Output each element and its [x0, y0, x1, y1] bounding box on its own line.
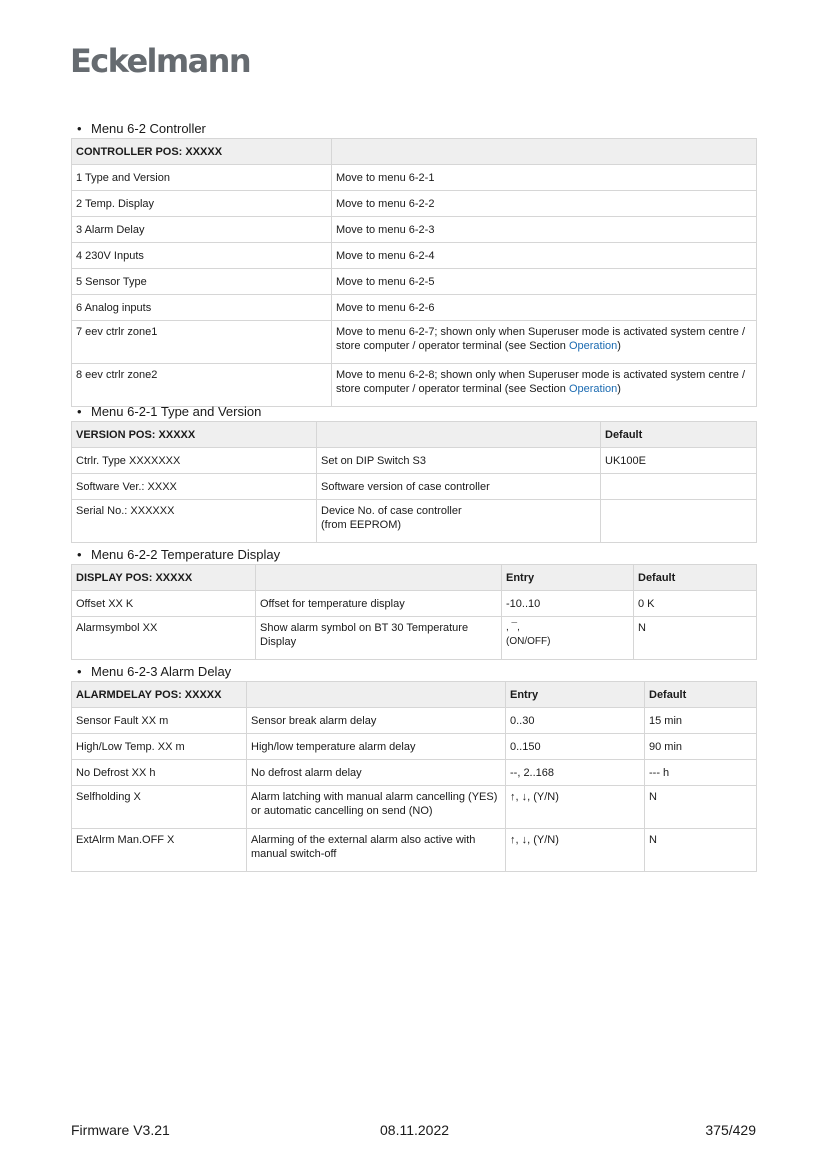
table-row — [72, 217, 757, 243]
table-cell: 1 Type and Version — [72, 165, 332, 191]
table-header-row — [72, 139, 757, 165]
header-cell — [247, 682, 506, 708]
section-title: Menu 6-2 Controller — [91, 121, 206, 136]
table-cell: Device No. of case controller (from EEPROM) — [317, 500, 601, 543]
section-heading: • Menu 6-2-3 Alarm Delay — [77, 664, 232, 679]
header-cell: VERSION POS: XXXXX — [72, 422, 317, 448]
table-cell: 0..30 — [506, 708, 645, 734]
table-row — [72, 708, 757, 734]
table-cell: Show alarm symbol on BT 30 Temperature Display — [256, 617, 502, 660]
table-cell: Ctrlr. Type XXXXXXX — [72, 448, 317, 474]
temperature-display-table — [71, 564, 757, 660]
table-cell: ExtAlrm Man.OFF X — [72, 829, 247, 872]
table-cell: ↑, ↓, (Y/N) — [506, 829, 645, 872]
table-cell: High/Low Temp. XX m — [72, 734, 247, 760]
table-cell: Offset for temperature display — [256, 591, 502, 617]
table-cell: Software version of case controller — [317, 474, 601, 500]
table-cell: --- h — [645, 760, 757, 786]
header-cell — [256, 565, 502, 591]
table-cell: Alarm latching with manual alarm cancelling (YES) or automatic cancelling on send (NO) — [247, 786, 506, 829]
table-header-row — [72, 682, 757, 708]
cell-text: ) — [617, 340, 621, 352]
table-cell: Serial No.: XXXXXX — [72, 500, 317, 543]
table-cell: --, 2..168 — [506, 760, 645, 786]
table-row — [72, 321, 757, 364]
header-cell: ALARMDELAY POS: XXXXX — [72, 682, 247, 708]
table-cell: 6 Analog inputs — [72, 295, 332, 321]
section-menu-6-2-2 — [71, 545, 756, 660]
section-title: Menu 6-2-2 Temperature Display — [91, 547, 281, 562]
section-heading: • Menu 6-2-2 Temperature Display — [77, 547, 281, 562]
header-cell: Entry — [502, 565, 634, 591]
table-cell: ↑, ↓, (Y/N) — [506, 786, 645, 829]
table-cell: 4 230V Inputs — [72, 243, 332, 269]
header-cell: Entry — [506, 682, 645, 708]
table-row — [72, 829, 757, 872]
table-cell — [601, 474, 757, 500]
table-row — [72, 760, 757, 786]
cell-text: Move to menu 6-2-8; shown only when Superuser mode is activated system centre / store computer / operator terminal (see Section — [336, 369, 746, 395]
table-cell: 7 eev ctrlr zone1 — [72, 321, 332, 364]
table-cell — [332, 364, 757, 407]
table-cell: Move to menu 6-2-6 — [332, 295, 757, 321]
table-cell: UK100E — [601, 448, 757, 474]
table-cell: Move to menu 6-2-1 — [332, 165, 757, 191]
footer-date: 08.11.2022 — [380, 1122, 450, 1138]
section-title: Menu 6-2-1 Type and Version — [91, 404, 262, 419]
header-cell: Default — [601, 422, 757, 448]
header-cell: CONTROLLER POS: XXXXX — [72, 139, 332, 165]
table-cell: Set on DIP Switch S3 — [317, 448, 601, 474]
table-cell: 15 min — [645, 708, 757, 734]
section-menu-6-2-1 — [71, 402, 756, 543]
table-cell: N — [645, 786, 757, 829]
table-row — [72, 734, 757, 760]
table-cell — [601, 500, 757, 543]
table-row — [72, 474, 757, 500]
cell-text: Move to menu 6-2-7; shown only when Superuser mode is activated system centre / store computer / operator terminal (see Section — [336, 326, 746, 352]
table-row — [72, 269, 757, 295]
table-cell: N — [634, 617, 757, 660]
section-menu-6-2-3 — [71, 662, 756, 872]
table-cell: No defrost alarm delay — [247, 760, 506, 786]
table-cell: Software Ver.: XXXX — [72, 474, 317, 500]
table-cell: 0 K — [634, 591, 757, 617]
header-cell: DISPLAY POS: XXXXX — [72, 565, 256, 591]
table-cell: -10..10 — [502, 591, 634, 617]
table-row — [72, 448, 757, 474]
table-cell: Sensor Fault XX m — [72, 708, 247, 734]
table-cell: High/low temperature alarm delay — [247, 734, 506, 760]
section-heading: • Menu 6-2 Controller — [77, 121, 206, 136]
table-cell: Selfholding X — [72, 786, 247, 829]
alarm-delay-table — [71, 681, 757, 872]
table-row — [72, 786, 757, 829]
table-cell: 90 min — [645, 734, 757, 760]
table-cell: 5 Sensor Type — [72, 269, 332, 295]
table-cell: N — [645, 829, 757, 872]
version-table — [71, 421, 757, 543]
table-cell: Alarmsymbol XX — [72, 617, 256, 660]
table-cell: Offset XX K — [72, 591, 256, 617]
table-cell — [332, 321, 757, 364]
footer-page-number: 375/429 — [705, 1122, 756, 1138]
table-cell: Move to menu 6-2-5 — [332, 269, 757, 295]
section-heading: • Menu 6-2-1 Type and Version — [77, 404, 262, 419]
table-row — [72, 165, 757, 191]
footer-firmware: Firmware V3.21 — [71, 1122, 170, 1138]
table-cell: Alarming of the external alarm also active with manual switch-off — [247, 829, 506, 872]
section-menu-6-2 — [71, 119, 756, 407]
table-cell: , ¯, (ON/OFF) — [502, 617, 634, 660]
table-cell: Move to menu 6-2-3 — [332, 217, 757, 243]
header-cell: Default — [645, 682, 757, 708]
table-row — [72, 191, 757, 217]
table-row — [72, 243, 757, 269]
header-cell: Default — [634, 565, 757, 591]
cell-text: ) — [617, 383, 621, 395]
table-row — [72, 617, 757, 660]
brand-logo: Eckelmann — [70, 42, 251, 80]
table-row — [72, 364, 757, 407]
table-cell: Move to menu 6-2-4 — [332, 243, 757, 269]
table-cell: 0..150 — [506, 734, 645, 760]
table-cell: 3 Alarm Delay — [72, 217, 332, 243]
table-cell: 8 eev ctrlr zone2 — [72, 364, 332, 407]
controller-table — [71, 138, 757, 407]
table-cell: Sensor break alarm delay — [247, 708, 506, 734]
table-cell: 2 Temp. Display — [72, 191, 332, 217]
table-header-row — [72, 565, 757, 591]
table-row — [72, 500, 757, 543]
table-cell: No Defrost XX h — [72, 760, 247, 786]
header-cell — [332, 139, 757, 165]
table-row — [72, 591, 757, 617]
operation-link[interactable]: Operation — [568, 340, 618, 352]
table-header-row — [72, 422, 757, 448]
table-cell: Move to menu 6-2-2 — [332, 191, 757, 217]
table-row — [72, 295, 757, 321]
operation-link[interactable]: Operation — [568, 383, 618, 395]
section-title: Menu 6-2-3 Alarm Delay — [91, 664, 232, 679]
header-cell — [317, 422, 601, 448]
